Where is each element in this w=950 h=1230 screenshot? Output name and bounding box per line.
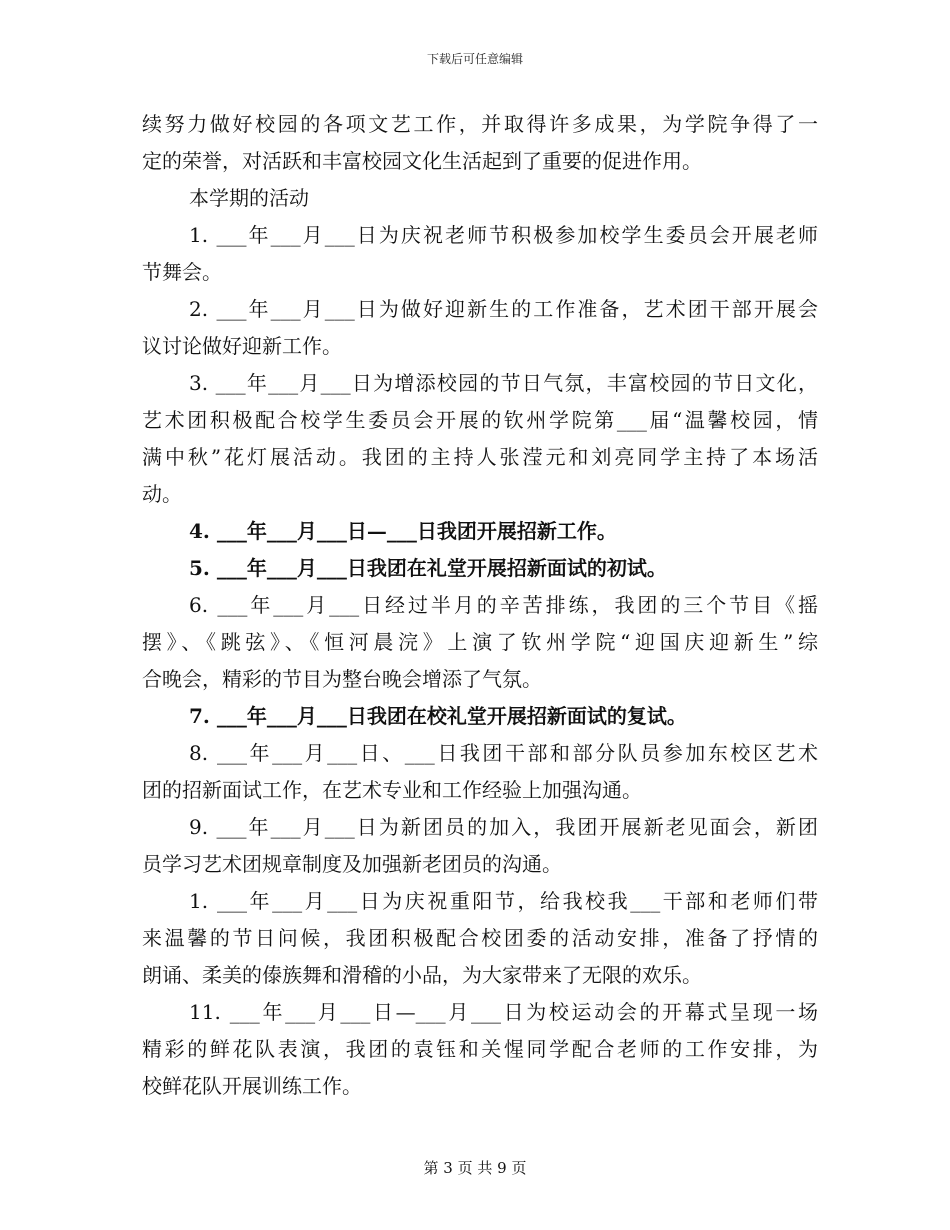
text-line: 动。: [142, 482, 182, 506]
text-line: 定的荣誉，对活跃和丰富校园文化生活起到了重要的促进作用。: [142, 149, 702, 173]
text-line: 4. ___年___月___日—___日我团开展招新工作。: [189, 519, 617, 543]
text-line: 来温馨的节日问候，我团积极配合校团委的活动安排，准备了抒情的: [142, 926, 818, 950]
text-line: 节舞会。: [142, 260, 222, 284]
text-line: 团的招新面试工作，在艺术专业和工作经验上加强沟通。: [142, 778, 642, 802]
text-line: 校鲜花队开展训练工作。: [142, 1074, 362, 1098]
document-body: [142, 106, 818, 1105]
text-line: 精彩的鲜花队表演，我团的袁钰和关惺同学配合老师的工作安排，为: [142, 1037, 818, 1061]
text-line: 11. ___年___月___日—___月___日为校运动会的开幕式呈现一场: [189, 1000, 818, 1024]
text-line: 员学习艺术团规章制度及加强新老团员的沟通。: [142, 852, 562, 876]
text-line: 摆》、《跳弦》、《恒河晨浣》上演了钦州学院“迎国庆迎新生”综: [142, 630, 818, 654]
text-line: 满中秋”花灯展活动。我团的主持人张滢元和刘亮同学主持了本场活: [142, 445, 818, 469]
text-line: 议讨论做好迎新工作。: [142, 334, 342, 358]
text-line: 1. ___年___月___日为庆祝老师节积极参加校学生委员会开展老师: [189, 223, 818, 247]
text-line: 6. ___年___月___日经过半月的辛苦排练，我团的三个节目《摇: [189, 593, 818, 617]
text-line: 本学期的活动: [189, 186, 309, 210]
text-line: 艺术团积极配合校学生委员会开展的钦州学院第___届“温馨校园，情: [142, 408, 818, 432]
text-line: 合晚会，精彩的节目为整台晚会增添了气氛。: [142, 667, 542, 691]
text-line: 5. ___年___月___日我团在礼堂开展招新面试的初试。: [189, 556, 667, 580]
page-header: 下载后可任意编辑: [426, 52, 523, 66]
text-line: 1. ___年___月___日为庆祝重阳节，给我校我___干部和老师们带: [189, 889, 818, 913]
text-line: 9. ___年___月___日为新团员的加入，我团开展新老见面会，新团: [189, 815, 818, 839]
page-footer: 第 3 页 共 9 页: [423, 1159, 527, 1177]
text-line: 朗诵、柔美的傣族舞和滑稽的小品，为大家带来了无限的欢乐。: [142, 963, 702, 987]
text-line: 续努力做好校园的各项文艺工作，并取得许多成果，为学院争得了一: [142, 112, 818, 136]
text-line: 3. ___年___月___日为增添校园的节日气氛，丰富校园的节日文化，: [189, 371, 818, 395]
text-line: 2. ___年___月___日为做好迎新生的工作准备，艺术团干部开展会: [189, 297, 818, 321]
text-line: 7. ___年___月___日我团在校礼堂开展招新面试的复试。: [189, 704, 687, 728]
text-line: 8. ___年___月___日、___日我团干部和部分队员参加东校区艺术: [189, 741, 818, 765]
